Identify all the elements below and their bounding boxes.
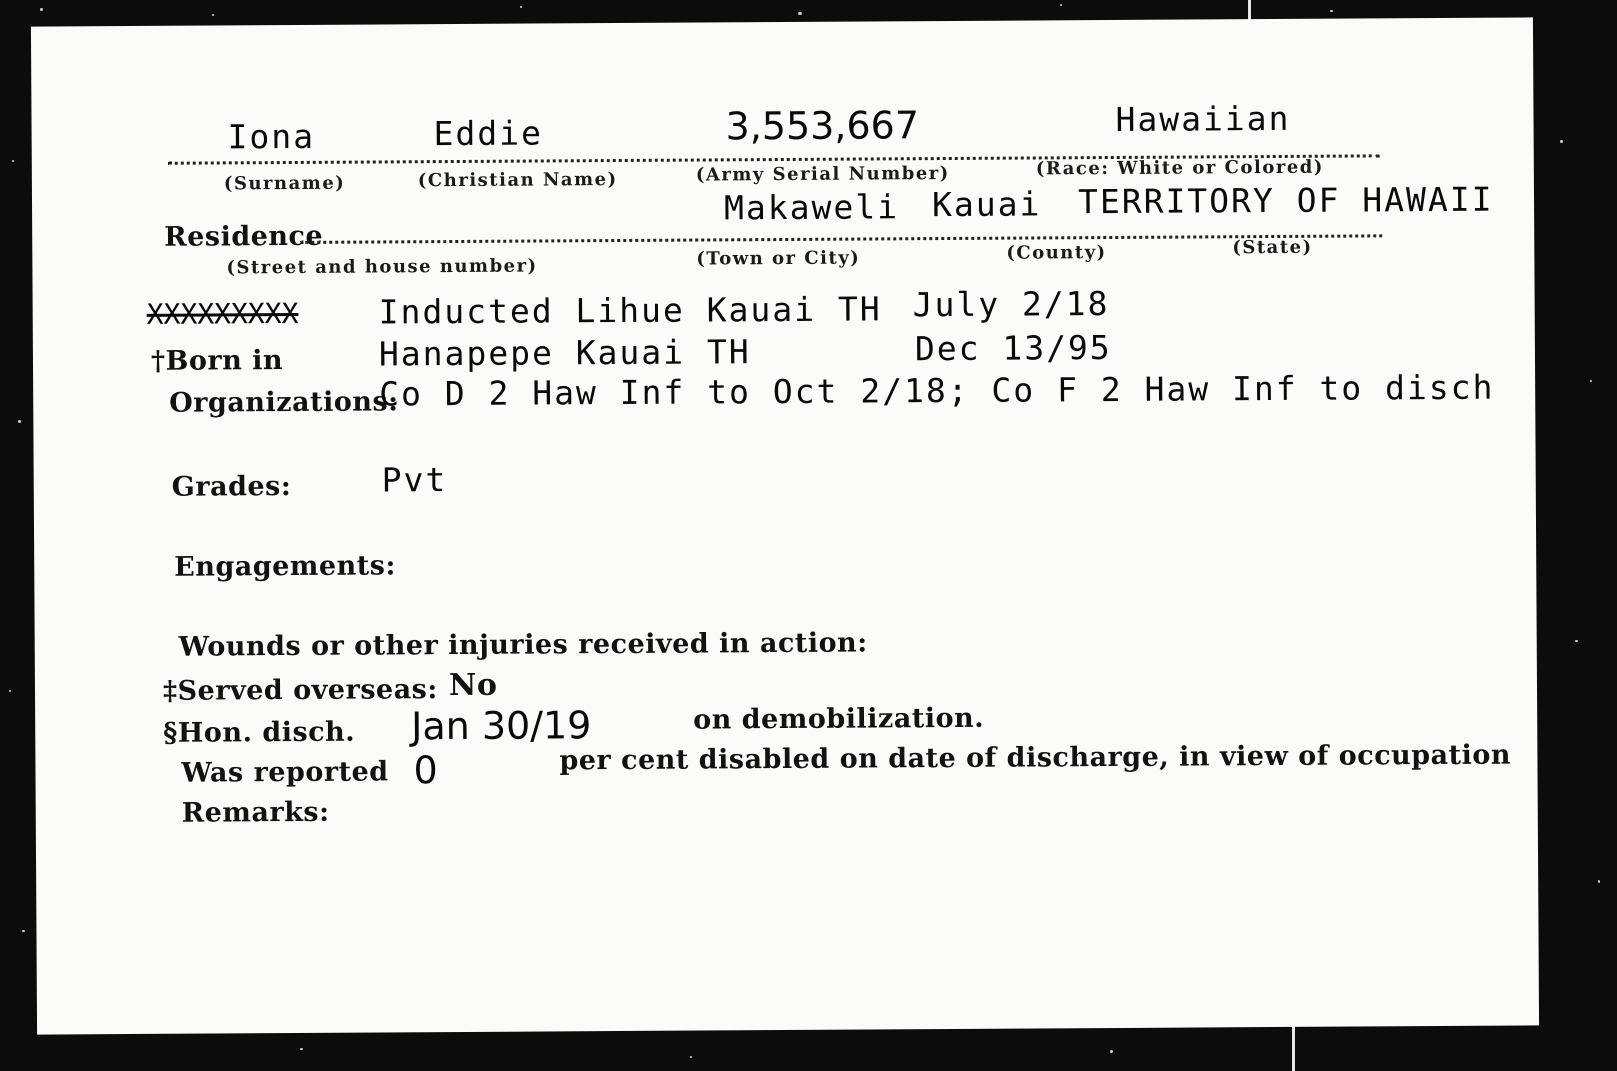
- hon-disch-label: §Hon. disch.: [163, 716, 356, 749]
- born-date: Dec 13/95: [914, 328, 1112, 369]
- hon-disch-date: Jan 30/19: [411, 703, 592, 749]
- inducted-date: July 2/18: [912, 284, 1110, 325]
- organizations-label: Organizations:: [169, 386, 399, 419]
- residence-label: Residence: [164, 220, 324, 253]
- street-caption: (Street and house number): [226, 255, 538, 279]
- county-caption: (County): [1006, 242, 1107, 264]
- born-label: †Born in: [150, 345, 284, 377]
- army-serial-number-value: 3,553,667: [725, 103, 920, 149]
- surname-value: Iona: [227, 116, 316, 157]
- struck-label: XXXXXXXXX: [146, 296, 299, 331]
- hon-disch-suffix: on demobilization.: [693, 702, 985, 736]
- disability-suffix: per cent disabled on date of discharge, in view of occupation: [559, 739, 1512, 777]
- wounds-label: Wounds or other injuries received in action:: [178, 627, 868, 663]
- state-caption: (State): [1232, 236, 1313, 259]
- disability-value: 0: [413, 748, 438, 793]
- organizations-value: Co D 2 Haw Inf to Oct 2/18; Co F 2 Haw Inf to disch: [379, 367, 1495, 414]
- residence-town-value: Makaweli: [723, 187, 900, 228]
- town-caption: (Town or City): [696, 247, 861, 270]
- surname-caption: (Surname): [223, 172, 346, 195]
- grades-value: Pvt: [381, 460, 448, 500]
- residence-dotted-line: [300, 234, 1382, 244]
- born-place: Hanapepe Kauai TH: [378, 332, 751, 374]
- disability-label: Was reported: [181, 756, 389, 789]
- engagements-label: Engagements:: [174, 550, 397, 583]
- record-card: [31, 17, 1539, 1034]
- residence-county-value: Kauai: [931, 184, 1042, 225]
- remarks-label: Remarks:: [181, 796, 330, 829]
- christian-name-value: Eddie: [433, 113, 544, 154]
- served-overseas-label: ‡Served overseas:: [162, 674, 438, 707]
- army-serial-number-caption: (Army Serial Number): [695, 162, 950, 186]
- race-value: Hawaiian: [1115, 98, 1291, 139]
- served-overseas-value: No: [448, 667, 498, 704]
- inducted-text: Inducted Lihue Kauai TH: [378, 289, 882, 332]
- residence-state-value: TERRITORY OF HAWAII: [1077, 179, 1494, 222]
- race-caption: (Race: White or Colored): [1035, 156, 1324, 180]
- christian-name-caption: (Christian Name): [417, 169, 618, 192]
- grades-label: Grades:: [171, 471, 292, 503]
